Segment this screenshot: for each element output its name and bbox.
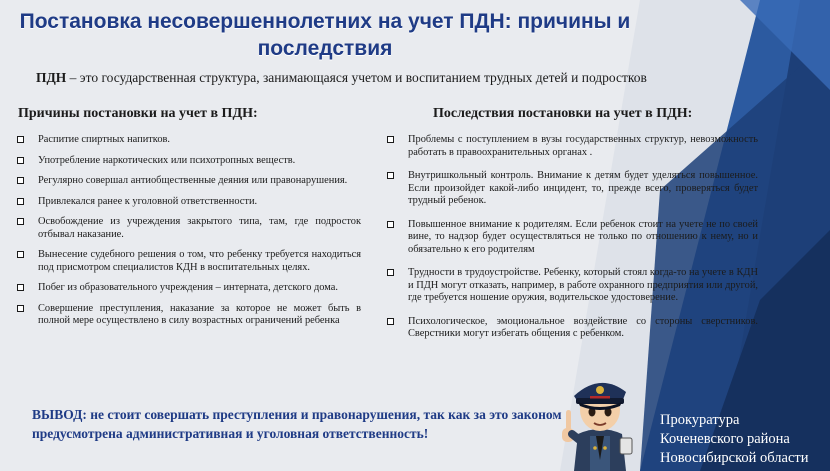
list-item: Совершение преступления, наказание за которое не может быть в полной мере осуществлено в силу возрастных ограничений ребенка [16, 303, 361, 328]
list-item: Употребление наркотических или психотропных веществ. [16, 155, 361, 168]
consequences-heading: Последствия постановки на учет в ПДН: [433, 106, 693, 121]
organization-line-3: Новосибирской области [660, 450, 809, 466]
checkbox-bullet-icon [17, 198, 24, 205]
definition-text: – это государственная структура, занимающаяся учетом и воспитанием трудных детей и подростков [66, 70, 647, 85]
checkbox-bullet-icon [17, 157, 24, 164]
checkbox-bullet-icon [387, 172, 394, 179]
checkbox-bullet-icon [17, 177, 24, 184]
checkbox-bullet-icon [387, 136, 394, 143]
checkbox-bullet-icon [17, 305, 24, 312]
list-item: Внутришкольный контроль. Внимание к детям будет уделяться повышенное. Если произойдет какой-либо инцидент, то, прежде всего, проверяться будет трудный ребенок. [386, 170, 758, 208]
checkbox-bullet-icon [387, 269, 394, 276]
checkbox-bullet-icon [17, 136, 24, 143]
list-item: Распитие спиртных напитков. [16, 134, 361, 147]
list-item: Повышенное внимание к родителям. Если ребенок стоит на учете не по своей вине, то надзор будет осуществляться не только по отношению к нему, но и обязательно к его родителям [386, 219, 758, 257]
checkbox-bullet-icon [17, 218, 24, 225]
conclusion-text: ВЫВОД: не стоит совершать преступления и правонарушения, так как за это законом предусмотрена административная и уголовная ответственность! [32, 407, 562, 441]
list-item: Трудности в трудоустройстве. Ребенку, который стоял когда-то на учете в КДН и ПДН могут отказать, например, в работе охранного предприятия или другой, где требуется ношение оружия, водительское удостоверение. [386, 267, 758, 305]
checkbox-bullet-icon [387, 318, 394, 325]
page-title: Постановка несовершеннолетних на учет ПДН: причины и последствия [19, 10, 631, 60]
checkbox-bullet-icon [387, 221, 394, 228]
definition [36, 70, 756, 86]
organization-line-1: Прокуратура [660, 412, 740, 428]
causes-list [16, 134, 361, 336]
list-item: Проблемы с поступлением в вузы государственных структур, невозможность работать в правоохранительных органах . [386, 134, 758, 159]
consequences-list [386, 134, 758, 352]
organization-signature [660, 411, 828, 468]
list-item: Освобождение из учреждения закрытого типа, там, где подросток отбывал наказание. [16, 216, 361, 241]
list-item: Регулярно совершал антиобщественные деяния или правонарушения. [16, 175, 361, 188]
police-officer-mascot [560, 362, 640, 471]
organization-line-2: Коченевского района [660, 431, 790, 447]
list-item: Привлекался ранее к уголовной ответственности. [16, 196, 361, 209]
definition-term: ПДН [36, 70, 67, 85]
checkbox-bullet-icon [17, 284, 24, 291]
list-item: Побег из образовательного учреждения – интерната, детского дома. [16, 282, 361, 295]
checkbox-bullet-icon [17, 251, 24, 258]
list-item: Вынесение судебного решения о том, что ребенку требуется находиться под присмотром специалистов КДН в воспитательных целях. [16, 249, 361, 274]
list-item: Психологическое, эмоциональное воздействие со стороны сверстников. Сверстники могут избегать общения с ребенком. [386, 316, 758, 341]
causes-heading: Причины постановки на учет в ПДН: [18, 106, 258, 121]
